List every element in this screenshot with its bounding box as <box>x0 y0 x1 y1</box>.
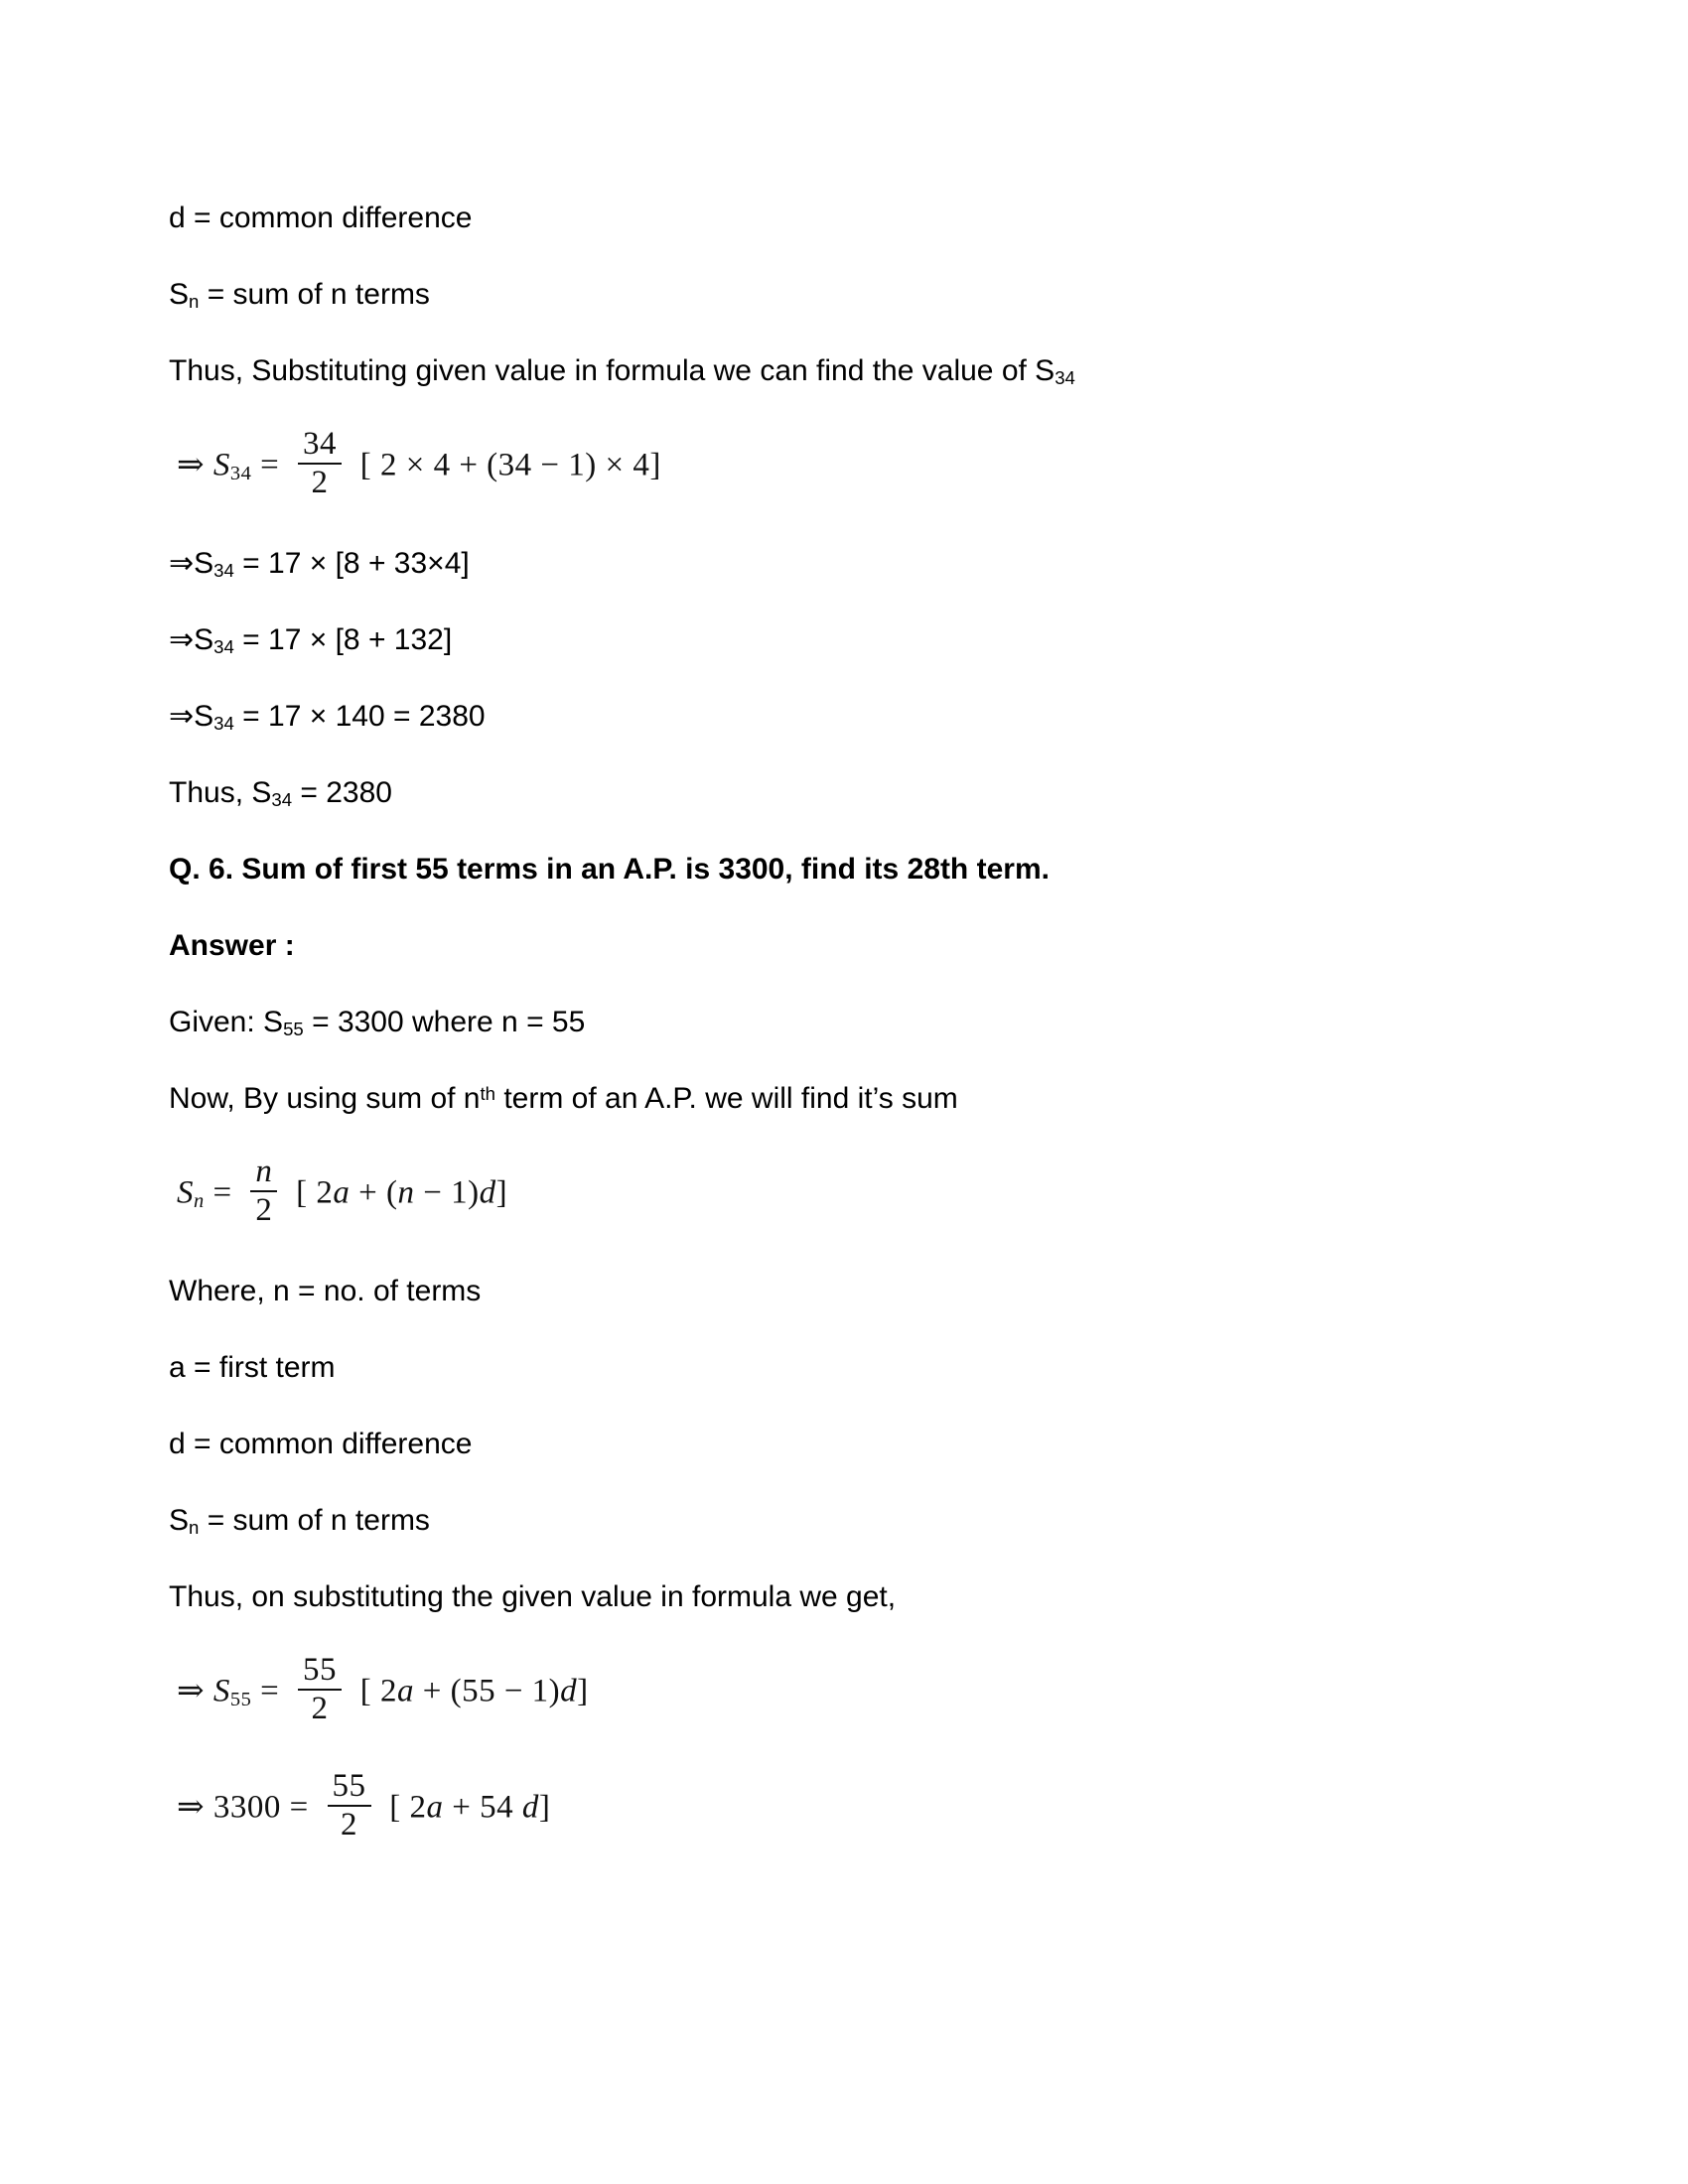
text-segment: d <box>560 1673 578 1709</box>
formula-s34-step1 <box>169 546 1529 582</box>
text-segment: 55 <box>229 1689 252 1711</box>
text-segment: 34 <box>271 789 293 811</box>
text-segment: = <box>251 1673 288 1709</box>
text-segment: a <box>333 1174 351 1211</box>
text-segment: 34 <box>229 463 252 485</box>
text-segment: ] <box>577 1673 589 1709</box>
text-segment: ⇒S <box>169 700 214 733</box>
text-segment: n <box>194 1190 205 1213</box>
text-segment: + 54 <box>443 1789 522 1826</box>
text-segment: [ 2 × 4 + (34 − 1) × 4] <box>351 447 661 483</box>
text-segment: 34 <box>213 636 234 658</box>
text-segment: Thus, Substituting given value in formula we can find the value of S <box>169 354 1055 387</box>
text-line-where-n: Where, n = no. of terms <box>169 1275 482 1307</box>
text-segment: 34 <box>213 560 234 582</box>
text-segment: d <box>521 1789 539 1826</box>
text-line-s34-conclusion <box>169 775 1529 811</box>
text-segment: = 17 × 140 = 2380 <box>233 700 486 733</box>
text-line-substitute-intro <box>169 353 1529 389</box>
text-segment: [ 2 <box>287 1174 334 1211</box>
question-6-heading: Q. 6. Sum of first 55 terms in an A.P. is 3300, find its 28th term. <box>169 853 1050 886</box>
text-segment: n <box>189 1517 200 1539</box>
text-segment: S <box>177 1174 194 1211</box>
answer-heading: Answer : <box>169 929 295 962</box>
text-segment: S <box>212 1673 230 1709</box>
formula-s34-step2 <box>169 622 1529 658</box>
text-segment: ⇒ 3300 = <box>177 1789 318 1826</box>
text-segment: 34 <box>213 713 234 735</box>
text-segment: 34 <box>1055 367 1075 389</box>
text-segment: = 17 × [8 + 33×4] <box>233 547 470 580</box>
text-line-sn-definition <box>169 277 1529 313</box>
text-segment: d <box>479 1174 496 1211</box>
text-segment: = 3300 where n = 55 <box>303 1006 586 1038</box>
text-segment: S <box>169 278 190 311</box>
text-segment: [ 2 <box>380 1789 427 1826</box>
text-segment: ⇒S <box>169 547 214 580</box>
text-segment: n <box>397 1174 415 1211</box>
fraction: $\frac{55}{2}$ <box>298 1652 342 1727</box>
text-segment: a <box>426 1789 444 1826</box>
text-segment: ⇒ <box>177 447 213 483</box>
text-segment: = sum of n terms <box>199 1504 430 1537</box>
text-line-a-definition: a = first term <box>169 1351 336 1384</box>
text-segment: − 1) <box>414 1174 480 1211</box>
text-segment: ] <box>538 1789 551 1826</box>
text-line-d-definition: d = common difference <box>169 202 473 234</box>
fraction: $\frac{n}{2}$ <box>250 1154 277 1229</box>
text-line-sn-definition-2 <box>169 1503 1529 1539</box>
formula-s34-result <box>169 699 1529 735</box>
text-line-d-definition-2: d = common difference <box>169 1428 473 1460</box>
text-segment: = <box>204 1174 241 1211</box>
text-segment: S <box>212 447 230 483</box>
text-segment: = 17 × [8 + 132] <box>233 623 453 656</box>
formula-s55-expanded <box>177 1652 1529 1731</box>
fraction: $\frac{55}{2}$ <box>328 1768 371 1843</box>
text-segment: S <box>169 1504 190 1537</box>
text-line-method-intro <box>169 1081 1529 1117</box>
formula-3300-equation <box>177 1768 1529 1847</box>
formula-s34-expanded <box>177 426 1529 505</box>
text-segment: = sum of n terms <box>199 278 430 311</box>
text-segment: ⇒S <box>169 623 214 656</box>
text-segment: ] <box>495 1174 508 1211</box>
formula-sn-general <box>177 1154 1529 1233</box>
text-segment: a <box>396 1673 414 1709</box>
text-line-given <box>169 1005 1529 1040</box>
text-segment: th <box>480 1082 495 1104</box>
text-segment: term of an A.P. we will find it’s sum <box>495 1082 958 1115</box>
text-segment: ⇒ <box>177 1673 213 1709</box>
text-segment: = 2380 <box>292 776 392 809</box>
text-segment: Now, By using sum of n <box>169 1082 481 1115</box>
text-segment: + ( <box>350 1174 398 1211</box>
text-line-substitute-intro-2: Thus, on substituting the given value in formula we get, <box>169 1580 897 1613</box>
text-segment: 55 <box>283 1019 304 1040</box>
text-segment: Thus, S <box>169 776 272 809</box>
text-segment: [ 2 <box>351 1673 397 1709</box>
fraction: $\frac{34}{2}$ <box>298 426 342 501</box>
text-segment: + (55 − 1) <box>413 1673 561 1709</box>
text-segment: n <box>189 291 200 313</box>
text-segment: Given: S <box>169 1006 284 1038</box>
text-segment: = <box>251 447 288 483</box>
